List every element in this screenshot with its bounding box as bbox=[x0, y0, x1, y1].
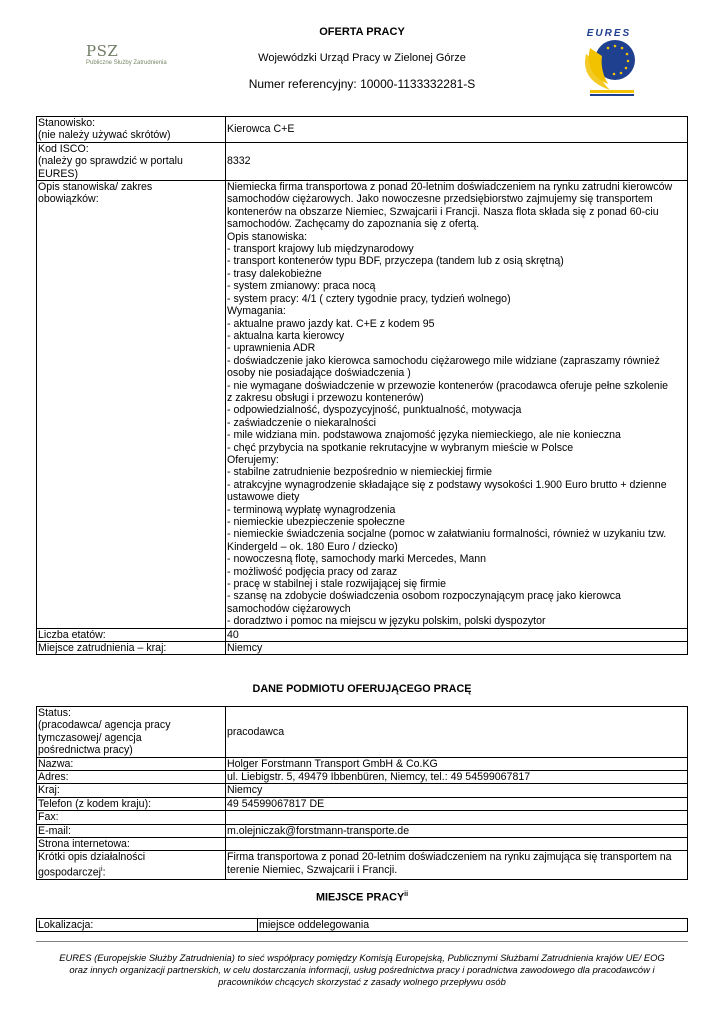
table-row bbox=[37, 919, 688, 932]
location-label: Lokalizacja: bbox=[37, 919, 258, 932]
description-line: - zaświadczenie o niekaralności bbox=[227, 416, 376, 429]
fax-label: Fax: bbox=[37, 811, 226, 824]
activity-label: gospodarczej bbox=[38, 866, 102, 879]
description-value bbox=[226, 181, 688, 629]
employer-country-value: Niemcy bbox=[226, 784, 688, 797]
description-line: - transport kontenerów typu BDF, przyczepa (tandem lub z osią skrętną) bbox=[227, 255, 564, 268]
address-label: Adres: bbox=[37, 771, 226, 784]
location-value: miejsce oddelegowania bbox=[258, 919, 688, 932]
activity-label: Krótki opis działalności bbox=[38, 851, 146, 864]
status-label: tymczasowej/ agencja bbox=[38, 731, 142, 744]
table-row bbox=[37, 707, 688, 758]
footer-divider bbox=[36, 941, 688, 942]
status-label: Status: bbox=[38, 707, 71, 719]
activity-line: Firma transportowa z ponad 20-letnim doświadczeniem na rynku zajmująca się transportem na bbox=[227, 851, 672, 864]
workplace-section-title-wrap bbox=[212, 891, 512, 904]
footer-line: pracowników chcących skorzystać z zasady wolnego przepływu osób bbox=[218, 976, 506, 987]
description-line: samochodów. Zachęcamy do zapoznania się z ofertą. bbox=[227, 218, 480, 231]
footnote-marker: i bbox=[101, 865, 103, 873]
status-value: pracodawca bbox=[226, 707, 688, 758]
website-value bbox=[226, 838, 688, 851]
address-value: ul. Liebigstr. 5, 49479 Ibbenbüren, Niemcy, tel.: 49 54599067817 bbox=[226, 771, 688, 784]
description-line: - terminową wypłatę wynagrodzenia bbox=[227, 503, 396, 516]
description-line: - atrakcyjne wynagrodzenie składające się z podstawy wysokości 1.900 Euro brutto + dzienne bbox=[227, 478, 667, 491]
employer-country-label: Kraj: bbox=[37, 784, 226, 797]
table-row bbox=[37, 838, 688, 851]
description-line: - system pracy: 4/1 ( cztery tygodnie pracy, tydzień wolnego) bbox=[227, 292, 511, 305]
table-row bbox=[37, 811, 688, 824]
description-line: - aktualne prawo jazdy kat. C+E z kodem 95 bbox=[227, 317, 435, 330]
psz-logo-text: PSZ bbox=[86, 42, 119, 60]
footer-line: EURES (Europejskie Służby Zatrudnienia) to sieć współpracy pomiędzy Komisją Europejską, Publicznymi Służbami Zatrudnienia krajów UE/ EOG bbox=[59, 952, 665, 963]
name-value: Holger Forstmann Transport GmbH & Co.KG bbox=[226, 757, 688, 770]
description-line: - chęć przybycia na spotkanie rekrutacyjne w wybranym mieście w Polsce bbox=[227, 441, 574, 454]
description-line: - nie wymagane doświadczenie w przewozie kontenerów (pracodawca oferuje pełne szkolenie bbox=[227, 379, 669, 392]
description-line: - doświadczenie jako kierowca samochodu ciężarowego mile widziane (zapraszamy również bbox=[227, 354, 660, 367]
table-row bbox=[37, 642, 688, 655]
table-row bbox=[37, 117, 688, 143]
document-title: OFERTA PRACY bbox=[319, 26, 405, 38]
table-row bbox=[37, 797, 688, 810]
description-line: - trasy dalekobieżne bbox=[227, 267, 322, 280]
employer-table bbox=[36, 706, 688, 880]
activity-label-colon: : bbox=[102, 866, 106, 879]
psz-logo bbox=[86, 44, 196, 74]
position-label-cell bbox=[37, 117, 226, 143]
description-line: - nowoczesną flotę, samochody marki Mercedes, Mann bbox=[227, 553, 487, 566]
description-line: kontenerów na obszarze Niemiec, Szwajcarii i Francji. Nasza flota składa się z ponad 60-ciu bbox=[227, 205, 659, 218]
status-label-cell bbox=[37, 707, 226, 758]
status-label: (pracodawca/ agencja pracy bbox=[38, 719, 171, 732]
description-line: ustawowe diety bbox=[227, 491, 300, 504]
description-line: - pracę w stabilnej i stale rozwijającej się firmie bbox=[227, 578, 447, 591]
psz-logo-subtext: Publiczne Służby Zatrudnienia bbox=[86, 60, 167, 66]
status-label: pośrednictwa pracy) bbox=[38, 744, 133, 757]
position-value: Kierowca C+E bbox=[226, 117, 688, 143]
description-line: - możliwość podjęcia pracy od zaraz bbox=[227, 565, 398, 578]
description-line: - stabilne zatrudnienie bezpośrednio w niemieckiej firmie bbox=[227, 466, 492, 479]
footer-line: oraz innych organizacji partnerskich, w celu dostarczania informacji, usług pośrednictwa pracy i poradnictwa zawodowego dla pracodawców i bbox=[69, 964, 655, 975]
description-line: - aktualna karta kierowcy bbox=[227, 329, 345, 342]
country-label: Miejsce zatrudnienia – kraj: bbox=[37, 642, 226, 655]
description-line: - uprawnienia ADR bbox=[227, 342, 316, 355]
office-name: Wojewódzki Urząd Pracy w Zielonej Górze bbox=[258, 52, 466, 64]
table-row bbox=[37, 142, 688, 180]
description-line: - odpowiedzialność, dyspozycyjność, punktualność, motywacja bbox=[227, 404, 522, 417]
svg-text:EURES: EURES bbox=[586, 28, 632, 39]
isco-note: EURES) bbox=[38, 167, 79, 180]
table-row bbox=[37, 824, 688, 837]
reference-number: Numer referencyjny: 10000-1133332281-S bbox=[248, 77, 476, 91]
workplace-section-title: MIEJSCE PRACY bbox=[315, 891, 405, 904]
fax-value bbox=[226, 811, 688, 824]
description-label: Opis stanowiska/ zakres bbox=[38, 181, 153, 194]
name-label: Nazwa: bbox=[37, 757, 226, 770]
phone-value: 49 54599067817 DE bbox=[226, 797, 688, 810]
table-row bbox=[37, 757, 688, 770]
description-line: - niemieckie ubezpieczenie społeczne bbox=[227, 516, 405, 528]
description-label-cell bbox=[37, 181, 226, 629]
email-value[interactable]: m.olejniczak@forstmann-transporte.de bbox=[226, 824, 688, 837]
eures-logo-icon bbox=[582, 26, 638, 98]
description-line: - doradztwo i pomoc na miejscu w języku polskim, polski dyspozytor bbox=[227, 615, 546, 628]
description-line: samochodów ciężarowych. Jako nowoczesne przedsiębiorstwo zajmujemy się transportem bbox=[227, 193, 653, 206]
isco-note: (należy go sprawdzić w portalu bbox=[38, 155, 183, 168]
description-line: samochodów ciężarowych bbox=[227, 602, 351, 615]
footer-note bbox=[40, 952, 684, 988]
activity-label-cell bbox=[37, 851, 226, 879]
description-line: z zakresu obsługi i przewozu kontenerów) bbox=[227, 391, 424, 404]
offer-table bbox=[36, 116, 688, 655]
description-line: - szansę na zdobycie doświadczenia osobom rozpoczynającym pracę jako kierowca bbox=[227, 590, 621, 603]
isco-value: 8332 bbox=[226, 142, 688, 180]
position-label: Stanowisko: bbox=[38, 117, 96, 129]
isco-label: Kod ISCO: bbox=[38, 142, 89, 155]
table-row bbox=[37, 628, 688, 641]
description-line: - transport krajowy lub międzynarodowy bbox=[227, 243, 414, 256]
email-label: E-mail: bbox=[37, 824, 226, 837]
table-row bbox=[37, 784, 688, 797]
employer-section-title: DANE PODMIOTU OFERUJĄCEGO PRACĘ bbox=[252, 683, 472, 695]
description-line: Kindergeld – ok. 180 Euro / dziecko) bbox=[227, 540, 398, 553]
description-line: Niemiecka firma transportowa z ponad 20-letnim doświadczeniem na rynku zatrudni kierowców bbox=[227, 181, 673, 194]
footnote-marker: ii bbox=[404, 891, 409, 898]
description-line: Oferujemy: bbox=[227, 453, 279, 466]
activity-line: terenie Niemiec, Szwajcarii i Francji. bbox=[227, 863, 398, 876]
count-label: Liczba etatów: bbox=[37, 628, 226, 641]
description-line: - mile widziana min. podstawowa znajomość języka niemieckiego, ale nie konieczna bbox=[227, 429, 621, 442]
isco-label-cell bbox=[37, 142, 226, 180]
phone-label: Telefon (z kodem kraju): bbox=[37, 797, 226, 810]
position-note: (nie należy używać skrótów) bbox=[38, 129, 171, 142]
table-row bbox=[37, 181, 688, 629]
activity-label-line2 bbox=[38, 864, 224, 879]
workplace-table bbox=[36, 918, 688, 932]
description-label: obowiązków: bbox=[38, 193, 99, 206]
description-line: Opis stanowiska: bbox=[227, 230, 308, 243]
table-row bbox=[37, 771, 688, 784]
eures-logo bbox=[582, 26, 638, 98]
description-line: Wymagania: bbox=[227, 305, 286, 318]
description-line: - niemieckie świadczenia socjalne (pomoc w załatwianiu formalności, również w uzykaniu tzw. bbox=[227, 528, 667, 541]
activity-value bbox=[226, 851, 688, 879]
description-line: osoby nie posiadające doświadczenia ) bbox=[227, 367, 411, 380]
website-label: Strona internetowa: bbox=[37, 838, 226, 851]
description-line: - system zmianowy: praca nocą bbox=[227, 280, 376, 293]
country-value: Niemcy bbox=[226, 642, 688, 655]
count-value: 40 bbox=[226, 628, 688, 641]
table-row bbox=[37, 851, 688, 879]
